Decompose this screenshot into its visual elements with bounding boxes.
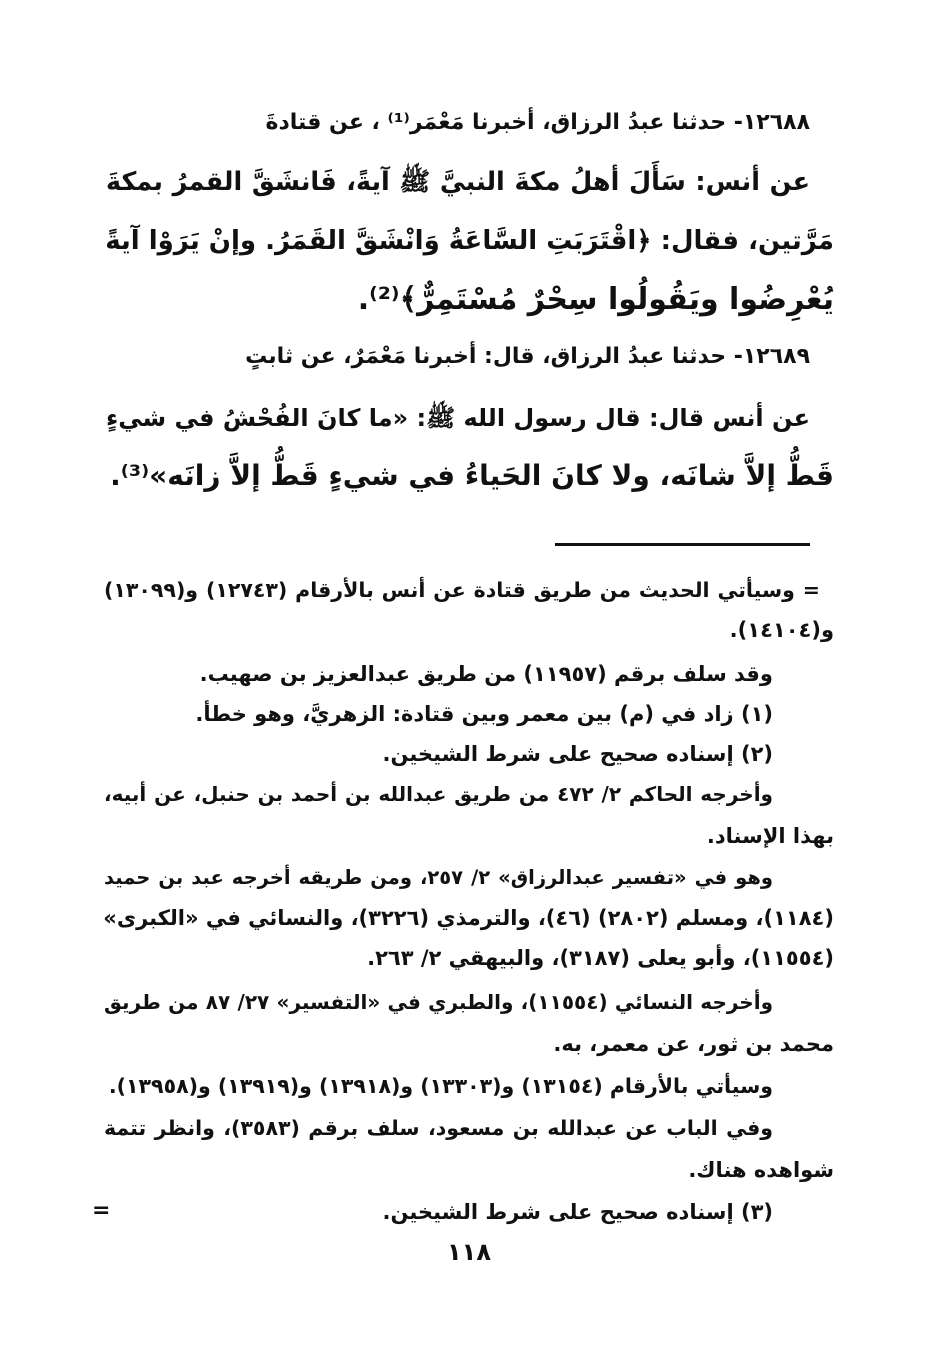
hadith-12688-text-line-1: عن أنس: سَأَلَ أهلُ مكةَ النبيَّ ﷺ آيةً، فَانشَقَّ القمرُ بمكةَ: [106, 167, 810, 197]
footnote-separator: [555, 543, 810, 546]
footnote-line: (١١٨٤)، ومسلم (٢٨٠٢) (٤٦)، والترمذي (٣٢٢٦)، والنسائي في «الكبرى»: [103, 906, 834, 930]
footnote-line: وهو في «تفسير عبدالرزاق» ٢/ ٢٥٧، ومن طريقه أخرجه عبد بن حميد: [104, 866, 773, 889]
footnote-line: وفي الباب عن عبدالله بن مسعود، سلف برقم (٣٥٨٣)، وانظر تتمة: [104, 1116, 773, 1140]
footnote-line: وأخرجه الحاكم ٢/ ٤٧٢ من طريق عبدالله بن أحمد بن حنبل، عن أبيه،: [104, 782, 773, 806]
footnote-line: وأخرجه النسائي (١١٥٥٤)، والطبري في «التفسير» ٢٧/ ٨٧ من طريق: [104, 990, 773, 1014]
footnote-line: وقد سلف برقم (١١٩٥٧) من طريق عبدالعزيز بن صهيب.: [199, 662, 773, 686]
hadith-12688-isnad: ١٢٦٨٨- حدثنا عبدُ الرزاق، أخبرنا مَعْمَر⁽¹⁾ ، عن قتادةَ: [265, 110, 810, 135]
footnote-line: شواهده هناك.: [688, 1158, 834, 1182]
hadith-12689-isnad: ١٢٦٨٩- حدثنا عبدُ الرزاق، قال: أخبرنا مَعْمَرٌ، عن ثابتٍ: [245, 344, 810, 369]
footnote-line: (١١٥٥٤)، وأبو يعلى (٣١٨٧)، والبيهقي ٢/ ٢٦٣.: [367, 946, 834, 970]
footnote-line: و(١٤١٠٤).: [729, 618, 834, 642]
footnote-line: وسيأتي بالأرقام (١٣١٥٤) و(١٣٣٠٣) و(١٣٩١٨) و(١٣٩١٩) و(١٣٩٥٨).: [108, 1074, 773, 1098]
continuation-mark: =: [92, 1198, 111, 1223]
hadith-12689-text-line-1: عن أنس قال: قال رسول الله ﷺ: «ما كانَ الفُحْشُ في شيءٍ: [106, 404, 810, 432]
hadith-12688-text-line-3: يُعْرِضُوا ويَقُولُوا سِحْرٌ مُسْتَمِرٌّ﴾⁽²⁾.: [357, 282, 834, 317]
footnote-line: محمد بن ثور، عن معمر، به.: [553, 1032, 834, 1056]
footnote-2: (٢) إسناده صحيح على شرط الشيخين.: [382, 742, 773, 766]
hadith-12688-text-line-2: مَرَّتين، فقال: ﴿اقْتَرَبَتِ السَّاعَةُ وَانْشَقَّ القَمَرُ. وإنْ يَرَوْا آيةً: [105, 226, 834, 256]
page-number: ١١٨: [447, 1238, 491, 1266]
footnote-line: بهذا الإسناد.: [706, 824, 834, 848]
footnote-3: (٣) إسناده صحيح على شرط الشيخين.: [382, 1200, 773, 1224]
hadith-12689-text-line-2: قَطُّ إلاَّ شانَه، ولا كانَ الحَياءُ في شيءٍ قَطُّ إلاَّ زانَه»⁽³⁾.: [110, 459, 834, 492]
footnote-line: = وسيأتي الحديث من طريق قتادة عن أنس بالأرقام (١٢٧٤٣) و(١٣٠٩٩): [104, 578, 820, 602]
footnote-1: (١) زاد في (م) بين معمر وبين قتادة: الزهريَّ، وهو خطأ.: [195, 702, 773, 726]
